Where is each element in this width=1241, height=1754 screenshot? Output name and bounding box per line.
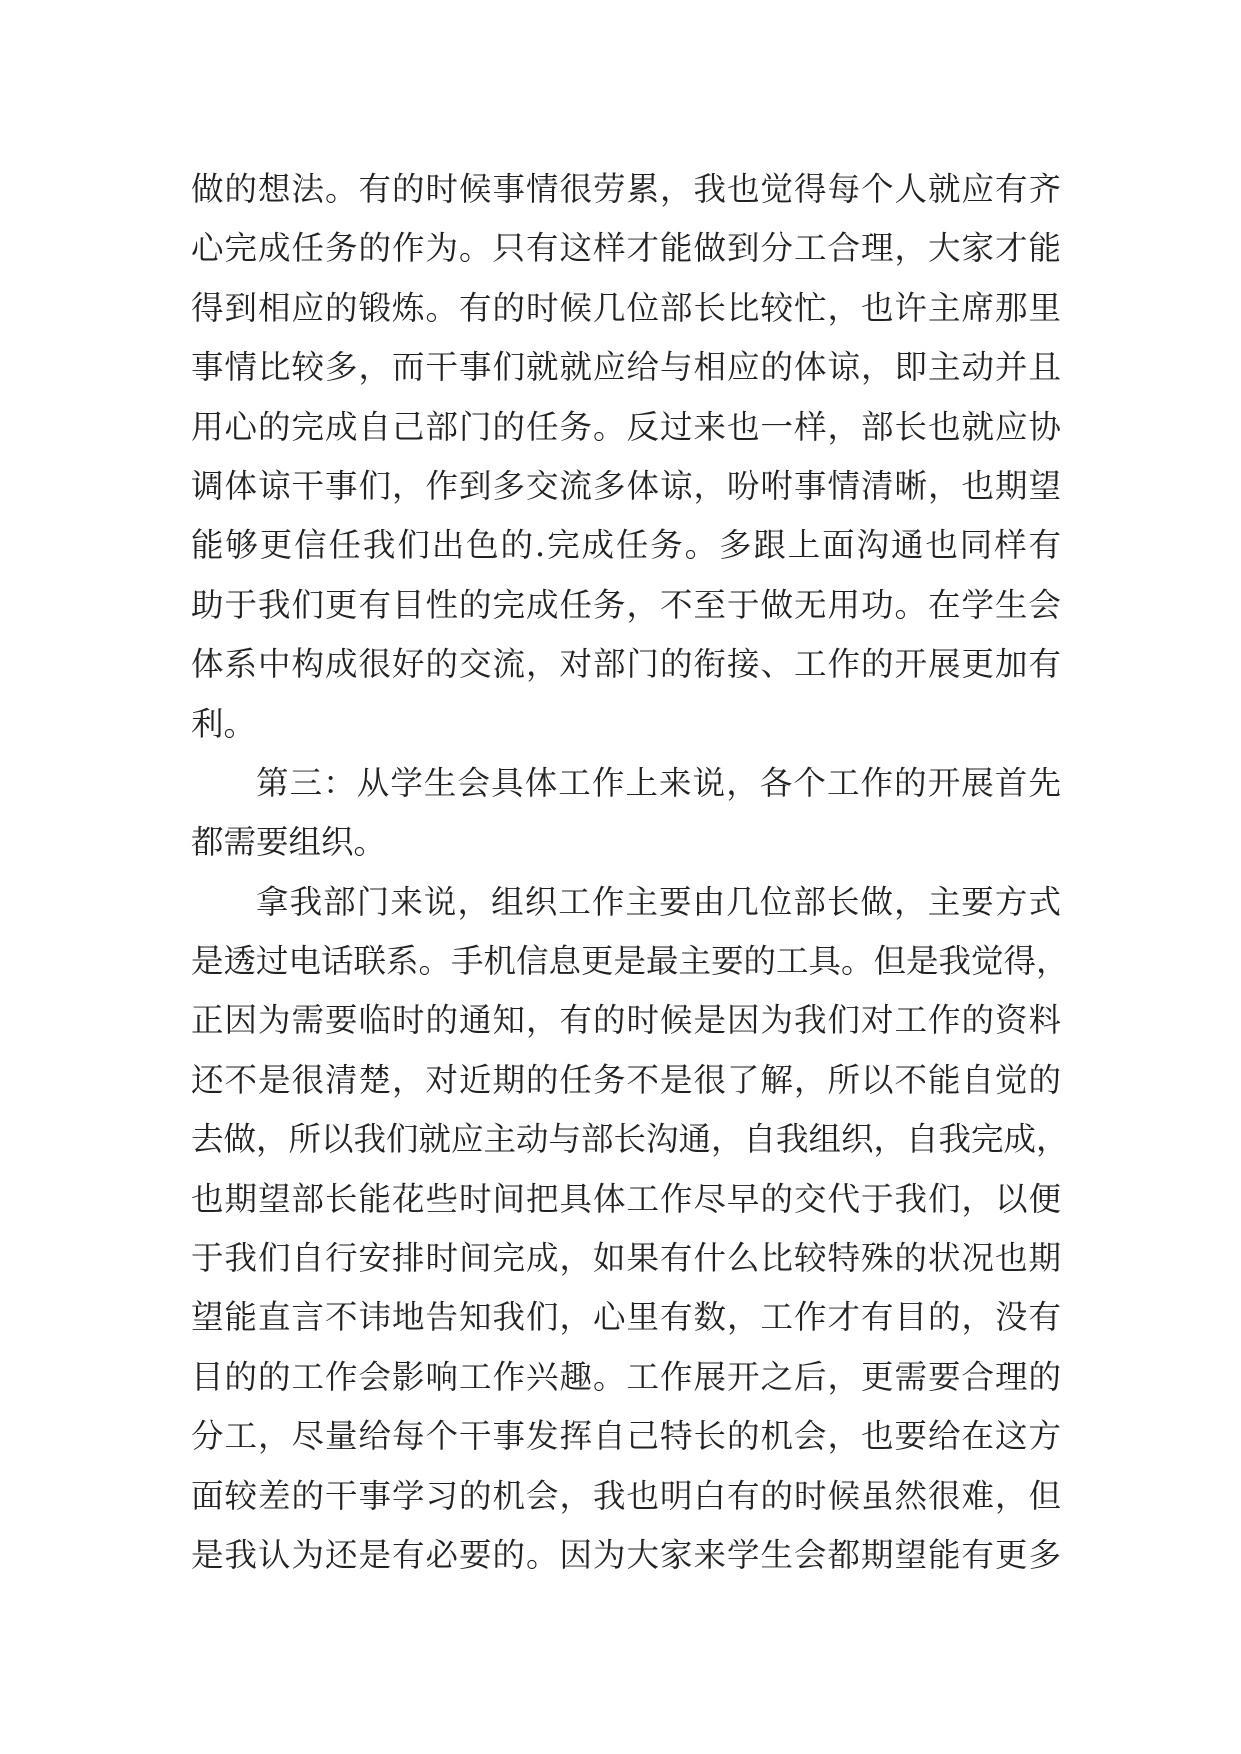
text-line: 去做，所以我们就应主动与部长沟通，自我组织，自我完成， [191,1120,1069,1159]
paragraph-1 [191,160,1061,754]
text-line: 体系中构成很好的交流，对部门的衔接、工作的开展更加有 [191,645,1061,684]
text-line: 是我认为还是有必要的。因为大家来学生会都期望能有更多 [191,1535,1061,1574]
text-line: 目的的工作会影响工作兴趣。工作展开之后，更需要合理的 [191,1357,1061,1396]
text-line: 心完成任务的作为。只有这样才能做到分工合理，大家才能 [191,229,1061,268]
text-line: 调体谅干事们，作到多交流多体谅，吩咐事情清晰，也期望 [191,466,1061,505]
text-line: 是透过电话联系。手机信息更是最主要的工具。但是我觉得， [191,942,1069,981]
text-line: 于我们自行安排时间完成，如果有什么比较特殊的状况也期 [191,1239,1061,1278]
text-line: 正因为需要临时的通知，有的时候是因为我们对工作的资料 [191,1001,1061,1040]
text-line: 也期望部长能花些时间把具体工作尽早的交代于我们，以便 [191,1179,1061,1218]
text-line: 都需要组织。 [191,823,387,862]
body-text [191,160,1069,1585]
text-line: 还不是很清楚，对近期的任务不是很了解，所以不能自觉的 [191,1060,1061,1099]
text-line: 利。 [191,704,257,743]
text-line: 分工，尽量给每个干事发挥自己特长的机会，也要给在这方 [191,1417,1061,1456]
text-line: 助于我们更有目性的完成任务，不至于做无用功。在学生会 [191,585,1061,624]
paragraph-2 [191,754,1061,873]
text-line: 得到相应的锻炼。有的时候几位部长比较忙，也许主席那里 [191,288,1061,327]
text-line: 用心的完成自己部门的任务。反过来也一样，部长也就应协 [191,407,1061,446]
text-line: 第三：从学生会具体工作上来说，各个工作的开展首先 [256,763,1061,802]
text-line: 望能直言不讳地告知我们，心里有数，工作才有目的，没有 [191,1298,1061,1337]
paragraph-3 [191,873,1069,1586]
text-line: 拿我部门来说，组织工作主要由几位部长做，主要方式 [256,882,1061,921]
text-line: 能够更信任我们出色的.完成任务。多跟上面沟通也同样有 [191,526,1061,565]
text-line: 面较差的干事学习的机会，我也明白有的时候虽然很难，但 [191,1476,1061,1515]
text-line: 做的想法。有的时候事情很劳累，我也觉得每个人就应有齐 [191,170,1061,208]
text-line: 事情比较多，而干事们就就应给与相应的体谅，即主动并且 [191,348,1061,387]
